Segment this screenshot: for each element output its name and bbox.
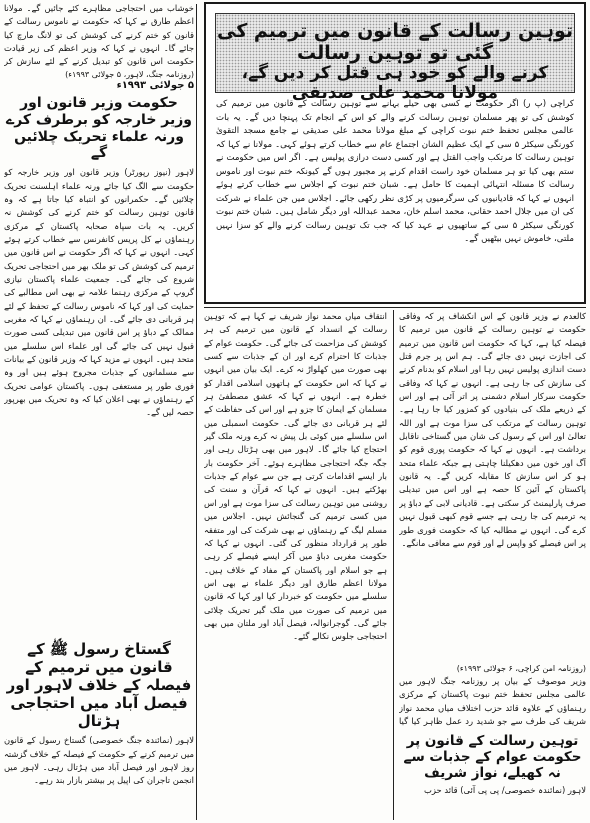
dateline: ۵ جولائی ۱۹۹۳ء: [116, 80, 194, 91]
article-law-minister-reaction: کالعدم نے وزیر قانون کے اس انکشاف پر کہ وفاقی حکومت نے توہین رسالت کے قانون میں ترمیم کا فیصلہ کیا ہے، کہا کہ حکومت اس قانون میں ترمیم کی اجازت نہیں دی جائے گی۔ ہم اس پر جرم قتل دست اندازی پولیس نہیں رہا اور اسلام کو بدنام کرنے کی سازش کی جا رہی ہے۔ انہوں نے کہا کہ وفاقی حکومت سرکار اسلام دشمنی پر اتر آئی ہے اور اس کے ذریعے ملک کی بنیادوں کو کمزور کیا جا رہا ہے۔ توہین رسالت کے مرتکب کی سزا موت ہے اور اللہ تعالیٰ اور اس کے رسول کی شان میں گستاخی ناقابل برداشت ہے۔ انہوں نے کہا کہ حکومت پوری قوم کو آگ اور خون میں دھکیلنا چاہتی ہے جبکہ علماء متحد ہو کر اس سازش کا مقابلہ کریں گے۔ یہ قانون پاکستان کے آئین کا حصہ ہے اور اس میں تبدیلی صرف پارلیمنٹ کر سکتی ہے۔ قادیانی لابی کے دباؤ پر یہ ترمیم کی جا رہی ہے جسے قوم کبھی قبول نہیں کرے گی۔ انہوں نے مطالبہ کیا کہ حکومت فوری طور پر اس فیصلے کو واپس لے اور قوم سے معافی مانگے۔: [399, 311, 586, 548]
headline-nawaz: توہین رسالت کے قانون پر حکومت عوام کے جذبات سے نہ کھیلے، نواز شریف: [403, 733, 582, 782]
intro-text: خوشاب میں احتجاجی مظاہرے کئے جائیں گے۔ مولانا اعظم طارق نے کہا کہ حکومت نے ناموس رسالت کے قانون کو ختم کرنے کی کوشش کی تو لانگ مارچ کیا جائے گا۔ انہوں نے کہا کہ وزیر اعظم کی زیر قیادت حکومت اس قانون کو تبدیل کرنے کے لئے سازش کر: [4, 3, 194, 67]
article-nawaz-start: لاہور (نمائندہ خصوصی/ پی پی آئی) قائد حزب: [423, 784, 586, 795]
banner-line-2: کرنے والے کو خود ہی قتل کر دیں گے، مولانا محمد علی صدیقی: [241, 63, 549, 103]
column-divider: [196, 4, 197, 820]
column-a: [4, 2, 194, 820]
column-c: [204, 310, 387, 820]
boxed-article: [204, 2, 586, 304]
column-d: [399, 310, 586, 820]
article-law-ministers: لاہور (نیوز رپورٹر) وزیر قانون اور وزیر خارجہ کو حکومت سے الگ کیا جائے ورنہ علماء اہلسنت تحریک چلائیں گے۔ حکمرانوں کو انتباہ کیا جاتا ہے کہ وہ قانون توہین رسالت کو ختم کرنے کی کوشش نہ کریں۔ یہ بات سپاہ صحابہ پاکستان کے مرکزی رہنماؤں نے کل پریس کانفرنس سے خطاب کرتے ہوئے کہی۔ انہوں نے کہا کہ اگر حکومت نے اس قانون میں ترمیم کی کوشش کی تو ملک بھر میں احتجاجی تحریک شروع کی جائے گی۔ جمعیت علماء پاکستان نیازی گروپ کے مرکزی رہنما علامہ نے بھی اس مطالبے کی حمایت کی اور کہا کہ ناموس رسالت کے تحفظ کے لئے ہر قربانی دی جائے گی۔ ان رہنماؤں نے کہا کہ مغربی ممالک کے دباؤ پر اس قانون میں تبدیلی کسی صورت قبول نہیں کی جائے گی اور علماء اس سلسلے میں متحد ہیں۔ انہوں نے مزید کہا کہ وزیر قانون کے بیانات سے مسلمانوں کے جذبات مجروح ہوئے ہیں اور وہ فوری طور پر مستعفی ہوں۔ پاکستان عوامی تحریک کے رہنماؤں نے بھی اعلان کیا کہ وہ تحریک میں بھرپور حصہ لیں گے۔: [4, 167, 194, 418]
headline-law-ministers: حکومت وزیر قانون اور وزیر خارجہ کو برطرف کرے ورنہ علماء تحریک چلائیں گے: [5, 95, 193, 162]
banner-line-1: توہین رسالت کے قانون میں ترمیم کی گئی تو توہین رسالت: [216, 20, 573, 64]
editor-note: وزیر موصوف کے بیان پر روزنامہ جنگ لاہور میں عالمی مجلس تحفظ ختم نبوت پاکستان کے مرکزی رہنماؤں کے علاوہ قائد حزب اختلاف میاں محمد نواز شریف کی طرف سے جو شدید رد عمل ظاہر کیا گیا: [399, 676, 586, 727]
box-bottom-divider: [204, 307, 586, 308]
boxed-article-body: کراچی (پ ر) اگر حکومت نے کسی بھی حیلے بہانے سے توہین رسالت کے قانون میں ترمیم کی کوشش کی تو پھر مسلمان توہین رسالت کرنے والے کو اس کے انجام تک پہنچا دیں گے۔ یہ بات عالمی مجلس تحفظ ختم نبوت کراچی کے مبلغ مولانا محمد علی صدیقی نے جامع مسجد التقویٰ کورنگی سیکٹر ۵ سی کے ایک عظیم الشان اجتماع عام سے خطاب کرتے ہوئے کہی۔ مولانا نے کہا کہ توہین رسالت کا مرتکب واجب القتل ہے اور کسی دست درازی پولیس ہے۔ اگر اس میں حکومت نے ستم بھی کیا تو ہر مسلمان خود راست اقدام کرنے پر مجبور ہوں گے کیونکہ ختم نبوت اور ناموس رسالت کا مسئلہ انتہائی اہمیت کا حامل ہے۔ شبان ختم نبوت کے اجلاس سے خطاب کرتے ہوئے انہوں نے کہا کہ قادیانیوں کی سرگرمیوں پر کڑی نظر رکھی جائے۔ اجلاس میں جن علماء نے شرکت کی ان میں جلال احمد حقانی، محمد اسلم خان، محمد عبداللہ اور دیگر شامل ہیں۔ شبان ختم نبوت کورنگی سیکٹر ۵ سی کے ساتھیوں نے عہد کیا کہ جب تک توہین رسالت کرنے والے کو سزا نہیں ملتی، خاموش نہیں بیٹھیں گے۔: [216, 99, 574, 244]
source-note: (روزنامہ جنگ، لاہور، ۵ جولائی ۱۹۹۳ء): [65, 70, 194, 79]
article-nawaz-continued: انتقاف میاں محمد نواز شریف نے کہا ہے کہ توہین رسالت کے انسداد کے قانون میں ترمیم کی ہر کوشش کی مزاحمت کی جائے گی۔ حکومت عوام کے جذبات کا احترام کرے اور ان کے جذبات سے کسی بھی صورت میں کھلواڑ نہ کرے۔ ایک بیان میں انہوں نے کہا کہ اس حکومت کے ہاتھوں اسلامی اقدار کو خطرہ ہے۔ انہوں نے کہا کہ عشق مصطفیٰ ہر مسلمان کے ایمان کا جزو ہے اور اس کی حفاظت کے لئے ہر قربانی دی جائے گی۔ حکومت اسمبلی میں اس سلسلے میں کوئی بل پیش نہ کرے ورنہ ملک گیر احتجاج کیا جائے گا۔ لاہور میں بھی ہڑتال رہی اور جگہ جگہ احتجاجی مظاہرے ہوئے۔ آخر حکومت بار بار ایسے اقدامات کرتی ہے جن سے عوام کے جذبات بھڑکتے ہیں۔ انہوں نے کہا کہ قرآن و سنت کی روشنی میں توہین رسالت کی سزا موت ہے اور اس میں کسی ترمیم کی گنجائش نہیں۔ اجلاس میں مسلم لیگ کے رہنماؤں نے بھی شرکت کی اور متفقہ طور پر قرارداد منظور کی گئی۔ انہوں نے کہا کہ حکومت مغربی دباؤ میں آکر ایسے فیصلے کر رہی ہے جو اسلام اور پاکستان کے مفاد کے خلاف ہیں۔ مولانا اعظم طارق اور دیگر علماء نے بھی اس سلسلے میں حکومت کو خبردار کیا اور کہا کہ قانون میں ترمیم کی صورت میں ملک گیر تحریک چلائی جائے گی۔ گوجرانوالہ، فیصل آباد اور ملتان میں بھی احتجاجی جلوس نکالے گئے۔: [204, 311, 387, 642]
article-strike: لاہور (نمائندہ جنگ خصوصی) گستاخ رسول کے قانون میں ترمیم کرنے کے حکومت کے فیصلہ کے خلاف گزشتہ روز لاہور اور فیصل آباد میں ہڑتال رہی۔ لاہور میں انجمن تاجران کی اپیل پر بیشتر بازار بند رہے۔: [4, 735, 194, 786]
column-divider-2: [393, 310, 394, 820]
banner-headline: [215, 13, 575, 103]
source-note-2: (روزنامہ امن کراچی، ۶ جولائی ۱۹۹۳ء): [456, 664, 586, 673]
headline-strike: گستاخ رسول ﷺ کے قانون میں ترمیم کے فیصلہ کے خلاف لاہور اور فیصل آباد میں احتجاجی ہڑتال: [6, 640, 192, 731]
